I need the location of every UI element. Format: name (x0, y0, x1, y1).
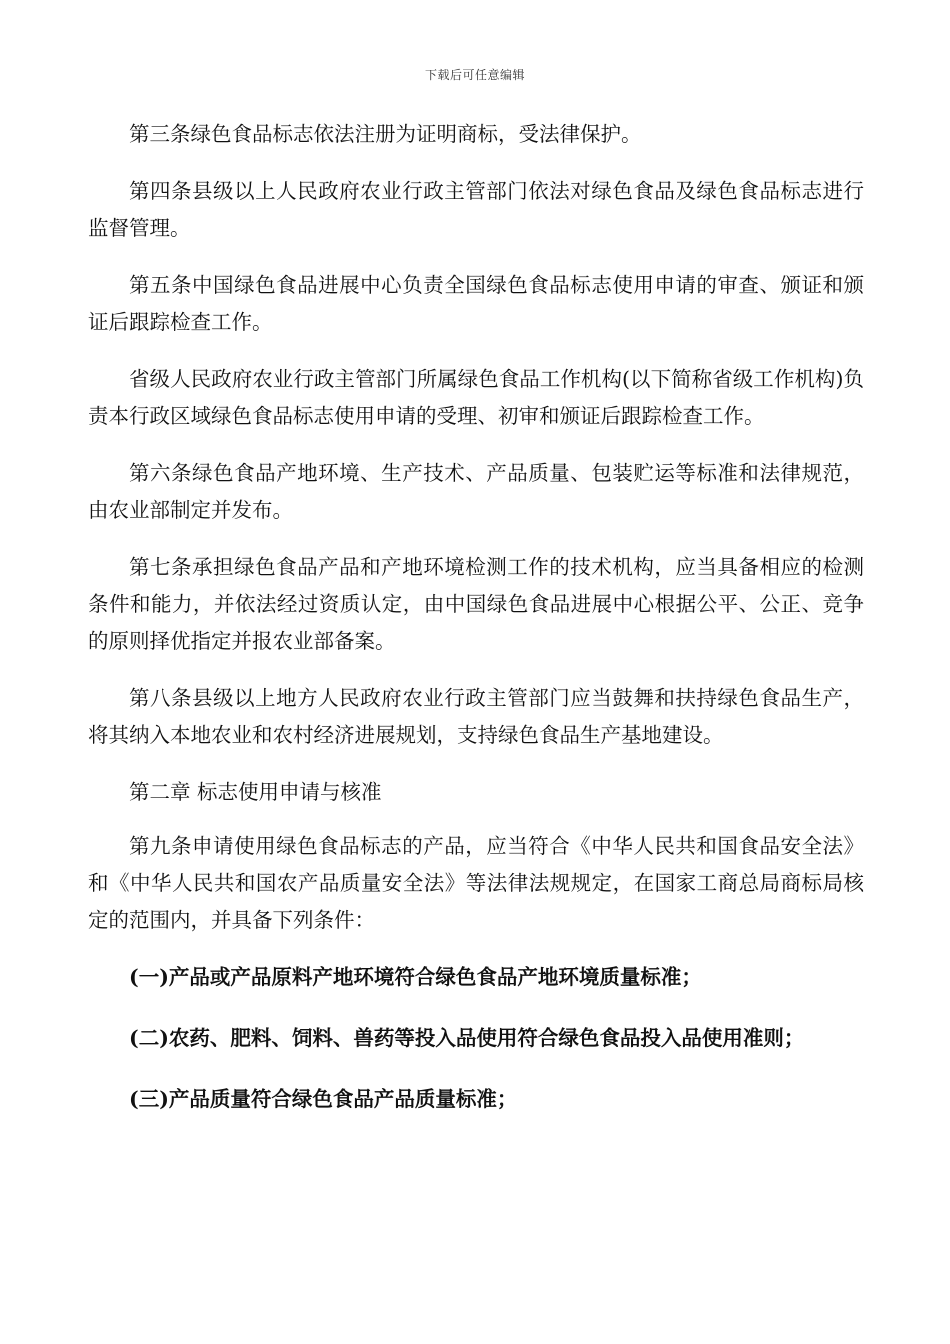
article-5: 第五条中国绿色食品进展中心负责全国绿色食品标志使用申请的审查、颁证和颁证后跟踪检查工作。 (88, 273, 864, 334)
article-6: 第六条绿色食品产地环境、生产技术、产品质量、包装贮运等标准和法律规范，由农业部制定并发布。 (88, 461, 864, 522)
page-header-note: 下载后可任意编辑 (424, 68, 525, 82)
article-9: 第九条申请使用绿色食品标志的产品，应当符合《中华人民共和国食品安全法》和《中华人民共和国农产品质量安全法》等法律法规规定，在国家工商总局商标局核定的范围内，并具备下列条件： (88, 834, 864, 932)
document-body (88, 116, 864, 1142)
condition-1: (一)产品或产品原料产地环境符合绿色食品产地环境质量标准； (129, 965, 702, 989)
condition-2: (二)农药、肥料、饲料、兽药等投入品使用符合绿色食品投入品使用准则； (129, 1026, 805, 1050)
chapter-2-heading: 第二章 标志使用申请与核准 (129, 780, 382, 804)
article-7: 第七条承担绿色食品产品和产地环境检测工作的技术机构，应当具备相应的检测条件和能力，并依法经过资质认定，由中国绿色食品进展中心根据公平、公正、竞争的原则择优指定并报农业部备案。 (88, 555, 864, 653)
article-4: 第四条县级以上人民政府农业行政主管部门依法对绿色食品及绿色食品标志进行监督管理。 (88, 179, 864, 240)
condition-3: (三)产品质量符合绿色食品产品质量标准； (129, 1087, 518, 1111)
article-8: 第八条县级以上地方人民政府农业行政主管部门应当鼓舞和扶持绿色食品生产，将其纳入本地农业和农村经济进展规划，支持绿色食品生产基地建设。 (88, 686, 864, 747)
article-5-provincial: 省级人民政府农业行政主管部门所属绿色食品工作机构(以下简称省级工作机构)负责本行政区域绿色食品标志使用申请的受理、初审和颁证后跟踪检查工作。 (88, 367, 864, 428)
article-3: 第三条绿色食品标志依法注册为证明商标，受法律保护。 (129, 122, 642, 146)
